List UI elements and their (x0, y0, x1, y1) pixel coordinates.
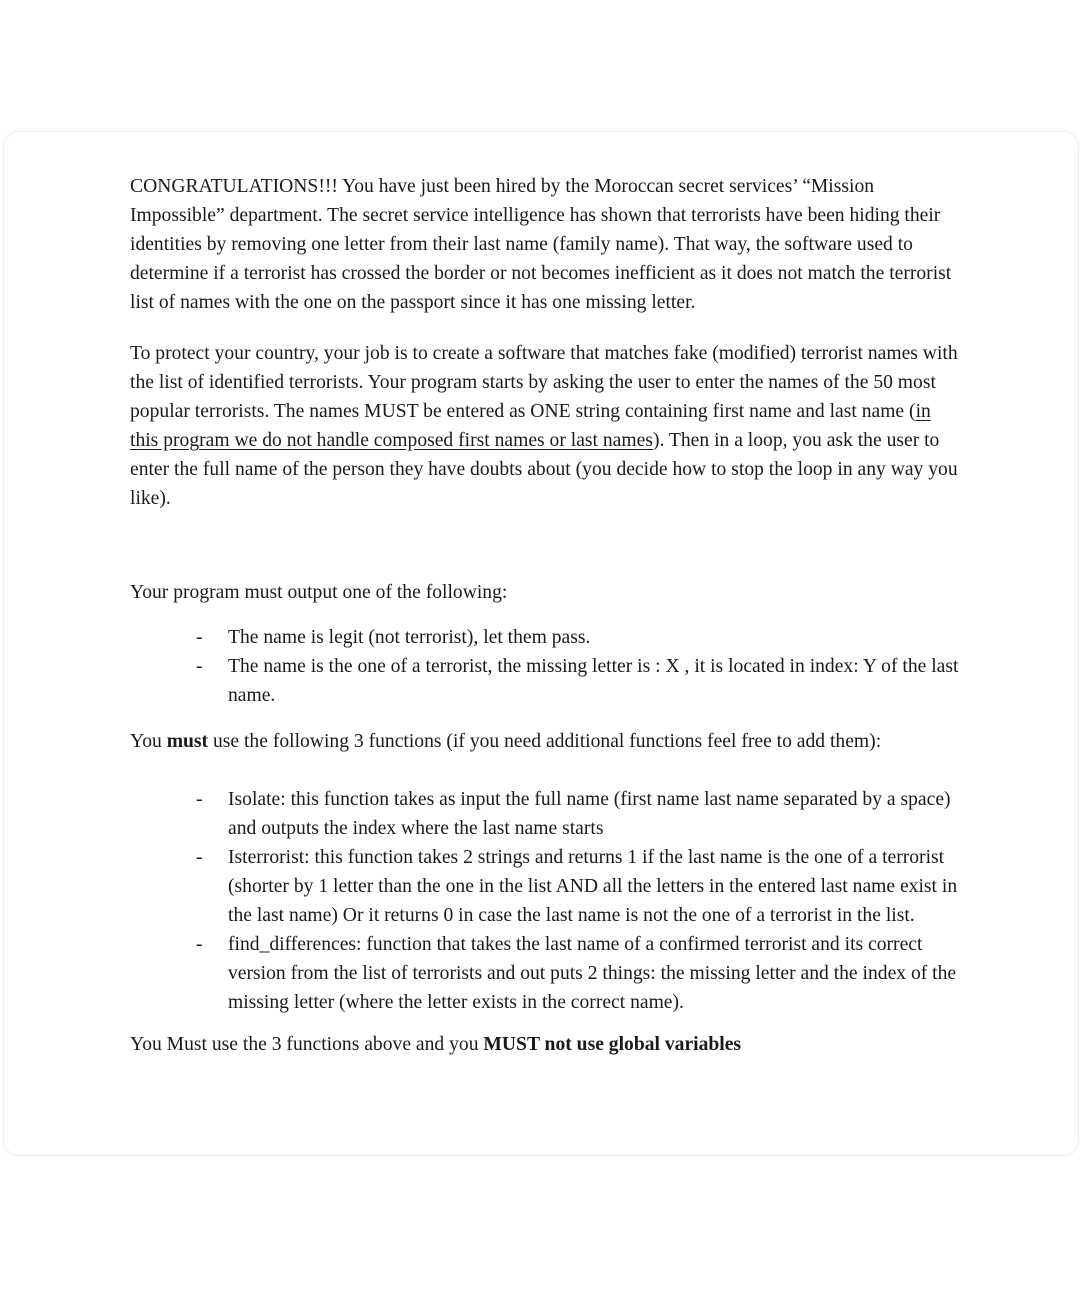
list-item (130, 623, 960, 652)
function-isolate-text: Isolate: this function takes as input the full name (first name last name separated by a space) and outputs the index where the last name starts (228, 789, 951, 839)
intro-paragraph: CONGRATULATIONS!!! You have just been hired by the Moroccan secret services’ “Mission Impossible” department. The secret service intelligence has shown that terrorists have been hiding their identities by removing one letter from their last name (family name). That way, the software used to determine if a terrorist has crossed the border or not becomes inefficient as it does not match the terrorist list of names with the one on the passport since it has one missing letter. (130, 176, 952, 313)
function-find-differences-text: find_differences: function that takes the last name of a confirmed terrorist and its correct version from the list of terrorists and out puts 2 things: the missing letter and the index of the missing letter (where the letter exists in the correct name). (228, 934, 957, 1013)
list-item-text: The name is the one of a terrorist, the missing letter is : X , it is located in index: Y of the last name. (228, 656, 959, 706)
closing-bold-text: MUST not use global variables (483, 1034, 742, 1055)
closing-paragraph (130, 1030, 960, 1059)
task-underlined-note: in this program we do not handle composed first names or last names (130, 401, 931, 451)
list-item-text: The name is legit (not terrorist), let them pass. (228, 627, 591, 648)
list-item (130, 930, 960, 1017)
document-body (130, 172, 960, 1059)
dash-bullet: - (196, 656, 203, 677)
dash-bullet: - (196, 847, 203, 868)
list-item (130, 785, 960, 843)
list-item (130, 843, 960, 930)
list-item (130, 652, 960, 710)
closing-text-before: You Must use the 3 functions above and you (130, 1034, 484, 1055)
functions-text-after: use the following 3 functions (if you need additional functions feel free to add them): (208, 731, 882, 752)
dash-bullet: - (196, 627, 203, 648)
functions-text-before: You (130, 731, 167, 752)
function-isterrorist-text: Isterrorist: this function takes 2 strings and returns 1 if the last name is the one of a terrorist (shorter by 1 letter than the one in the list AND all the letters in the entered last name exist in the last name) Or it returns 0 in case the last name is not the one of a terrorist in the list. (228, 847, 958, 926)
functions-bold-word: must (166, 731, 209, 752)
functions-list (130, 785, 960, 1017)
functions-heading (130, 727, 960, 756)
output-heading: Your program must output one of the following: (130, 582, 508, 603)
task-paragraph (130, 339, 960, 513)
dash-bullet: - (196, 789, 203, 810)
task-text-before: To protect your country, your job is to create a software that matches fake (modified) terrorist names with the list of identified terrorists. Your program starts by asking the user to enter the names of the 50 most popular terrorists. The names MUST be entered as ONE string containing first name and last name ( (130, 343, 958, 422)
dash-bullet: - (196, 934, 203, 955)
output-list (130, 623, 960, 710)
task-text-after: ). Then in a loop, you ask the user to enter the full name of the person they have doubts about (you decide how to stop the loop in any way you like). (130, 430, 958, 509)
